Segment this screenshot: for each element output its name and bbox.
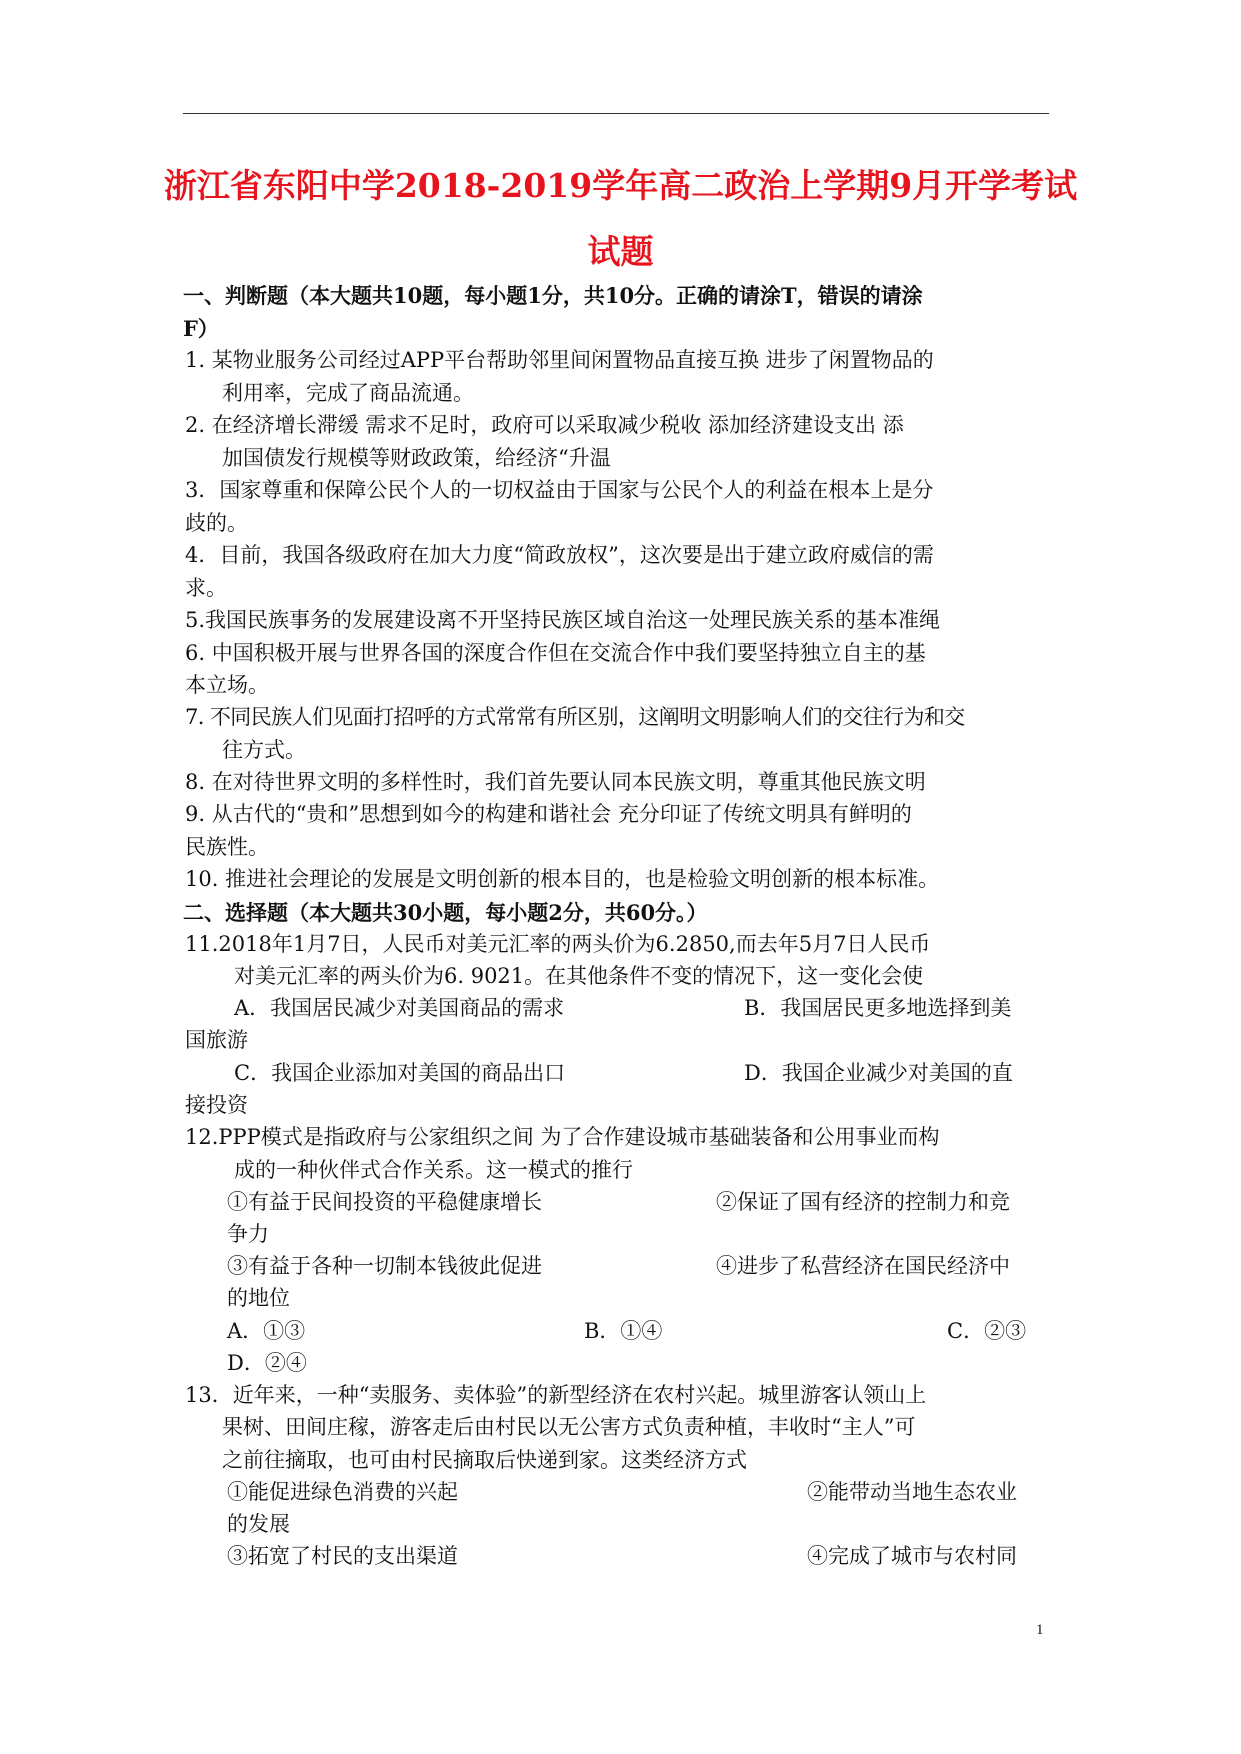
statement-12-3: ③有益于各种一切制本钱彼此促进: [227, 1254, 542, 1278]
option-12-c: C．②③: [947, 1319, 1027, 1343]
question-1: 1. 某物业服务公司经过APP平台帮助邻里间闲置物品直接互换 进步了闲置物品的: [185, 348, 934, 372]
page-number: 1: [1036, 1622, 1044, 1638]
statement-12-2: ②保证了国有经济的控制力和竞: [716, 1190, 1010, 1214]
section-2-heading: 二、选择题（本大题共30小题，每小题2分，共60分。）: [183, 900, 708, 925]
question-2-cont: 加国债发行规模等财政政策，给经济“升温: [222, 446, 611, 470]
question-7: 7. 不同民族人们见面打招呼的方式常常有所区别，这阐明文明影响人们的交往行为和交: [185, 705, 965, 729]
section-1-heading: 一、判断题（本大题共10题，每小题1分，共10分。正确的请涂T，错误的请涂: [183, 283, 923, 308]
statement-12-4: ④进步了私营经济在国民经济中: [716, 1254, 1010, 1278]
question-9-cont: 民族性。: [185, 835, 269, 859]
statement-13-2-cont: 的发展: [227, 1512, 290, 1536]
document-title: 浙江省东阳中学2018-2019学年高二政治上学期9月开学考试: [163, 166, 1078, 205]
option-11-d-cont: 接投资: [185, 1093, 248, 1117]
option-11-b: B．我国居民更多地选择到美: [744, 996, 1012, 1020]
question-3-cont: 歧的。: [185, 511, 248, 535]
question-11: 11.2018年1月7日，人民币对美元汇率的两头价为6.2850,而去年5月7日人民币: [185, 932, 931, 956]
question-3: 3．国家尊重和保障公民个人的一切权益由于国家与公民个人的利益在根本上是分: [185, 478, 934, 502]
option-11-c: C．我国企业添加对美国的商品出口: [234, 1061, 566, 1085]
question-9: 9. 从古代的“贵和”思想到如今的构建和谐社会 充分印证了传统文明具有鲜明的: [185, 802, 912, 826]
question-6: 6. 中国积极开展与世界各国的深度合作但在交流合作中我们要坚持独立自主的基: [185, 641, 926, 665]
question-5: 5.我国民族事务的发展建设离不开坚持民族区域自治这一处理民族关系的基本准绳: [185, 608, 941, 632]
statement-12-4-cont: 的地位: [227, 1286, 290, 1310]
question-8: 8. 在对待世界文明的多样性时，我们首先要认同本民族文明，尊重其他民族文明: [185, 770, 926, 794]
statement-13-4: ④完成了城市与农村同: [807, 1544, 1017, 1568]
question-13-cont-2: 之前往摘取，也可由村民摘取后快递到家。这类经济方式: [222, 1448, 747, 1472]
question-4-cont: 求。: [185, 576, 227, 600]
question-13-cont-1: 果树、田间庄稼，游客走后由村民以无公害方式负责种植，丰收时“主人”可: [222, 1415, 916, 1439]
question-11-cont: 对美元汇率的两头价为6. 9021。在其他条件不变的情况下，这一变化会使: [234, 964, 924, 988]
question-1-cont: 利用率，完成了商品流通。: [222, 381, 474, 405]
option-11-a: A．我国居民减少对美国商品的需求: [234, 996, 565, 1020]
question-2: 2. 在经济增长滞缓 需求不足时，政府可以采取减少税收 添加经济建设支出 添: [185, 413, 904, 437]
option-12-b: B．①④: [584, 1319, 663, 1343]
statement-12-2-cont: 争力: [227, 1222, 269, 1246]
statement-13-1: ①能促进绿色消费的兴起: [227, 1480, 458, 1504]
statement-13-2: ②能带动当地生态农业: [807, 1480, 1017, 1504]
option-12-a: A．①③: [227, 1319, 306, 1343]
option-12-d: D．②④: [227, 1351, 307, 1375]
statement-12-1: ①有益于民间投资的平稳健康增长: [227, 1190, 542, 1214]
document-title-continued: 试题: [587, 232, 654, 271]
statement-13-3: ③拓宽了村民的支出渠道: [227, 1544, 458, 1568]
option-11-d: D．我国企业减少对美国的直: [744, 1061, 1013, 1085]
question-6-cont: 本立场。: [185, 673, 269, 697]
question-12: 12.PPP模式是指政府与公家组织之间 为了合作建设城市基础装备和公用事业而构: [185, 1125, 940, 1149]
question-13: 13．近年来，一种“卖服务、卖体验”的新型经济在农村兴起。城里游客认领山上: [185, 1383, 927, 1407]
question-7-cont: 往方式。: [222, 738, 306, 762]
option-11-b-cont: 国旅游: [185, 1028, 248, 1052]
question-10: 10. 推进社会理论的发展是文明创新的根本目的，也是检验文明创新的根本标准。: [185, 867, 940, 891]
question-12-cont: 成的一种伙伴式合作关系。这一模式的推行: [234, 1158, 633, 1182]
header-rule: [183, 113, 1049, 114]
section-1-heading-cont: F）: [183, 316, 219, 341]
question-4: 4．目前，我国各级政府在加大力度“简政放权”，这次要是出于建立政府威信的需: [185, 543, 934, 567]
